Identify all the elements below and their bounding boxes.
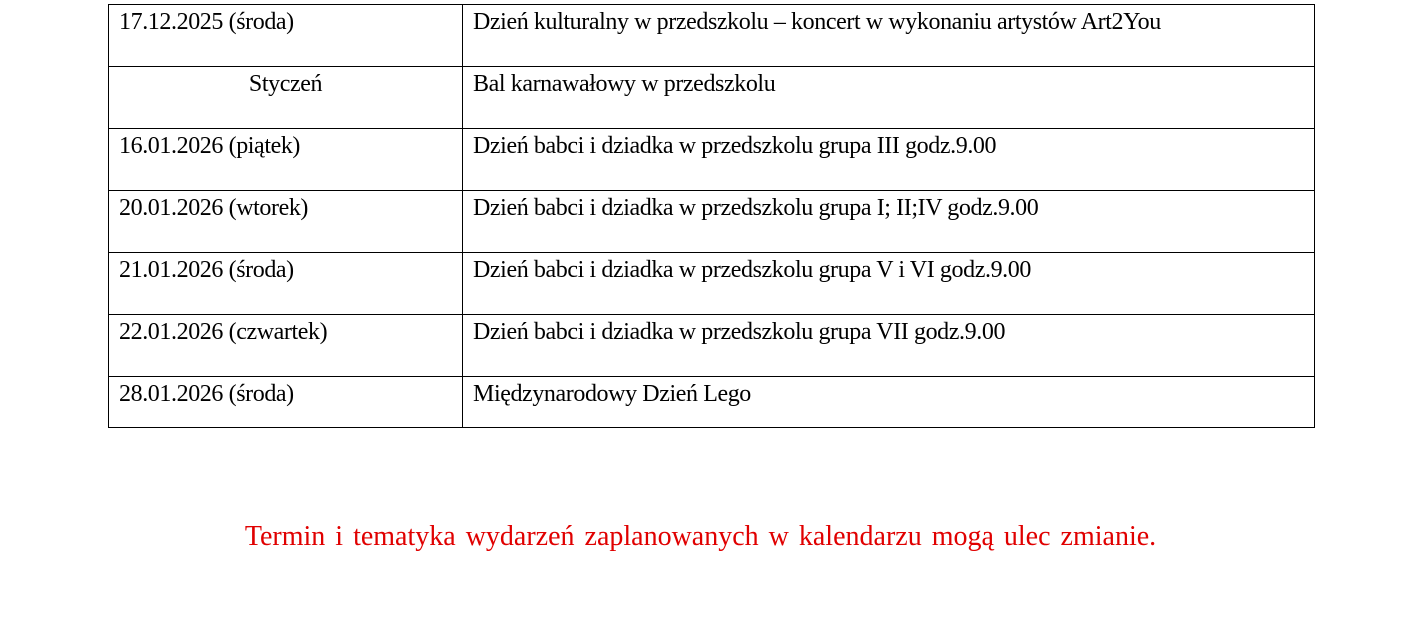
events-table (108, 4, 1315, 428)
table-row (109, 315, 1315, 377)
event-description: Dzień babci i dziadka w przedszkolu grupa V i VI godz.9.00 (463, 253, 1315, 315)
event-description: Międzynarodowy Dzień Lego (463, 377, 1315, 428)
events-table-body (109, 5, 1315, 428)
table-row (109, 191, 1315, 253)
event-description: Dzień babci i dziadka w przedszkolu grupa I; II;IV godz.9.00 (463, 191, 1315, 253)
table-row (109, 377, 1315, 428)
event-description: Dzień babci i dziadka w przedszkolu grupa III godz.9.00 (463, 129, 1315, 191)
event-date: 20.01.2026 (wtorek) (109, 191, 463, 253)
event-description: Dzień kulturalny w przedszkolu – koncert w wykonaniu artystów Art2You (463, 5, 1315, 67)
event-date: 22.01.2026 (czwartek) (109, 315, 463, 377)
event-date: Styczeń (109, 67, 463, 129)
event-description: Bal karnawałowy w przedszkolu (463, 67, 1315, 129)
table-row (109, 67, 1315, 129)
event-date: 16.01.2026 (piątek) (109, 129, 463, 191)
event-description: Dzień babci i dziadka w przedszkolu grupa VII godz.9.00 (463, 315, 1315, 377)
table-row (109, 253, 1315, 315)
event-date: 21.01.2026 (środa) (109, 253, 463, 315)
event-date: 17.12.2025 (środa) (109, 5, 463, 67)
event-date: 28.01.2026 (środa) (109, 377, 463, 428)
table-row (109, 5, 1315, 67)
table-row (109, 129, 1315, 191)
change-notice: Termin i tematyka wydarzeń zaplanowanych w kalendarzu mogą ulec zmianie. (244, 521, 1157, 552)
